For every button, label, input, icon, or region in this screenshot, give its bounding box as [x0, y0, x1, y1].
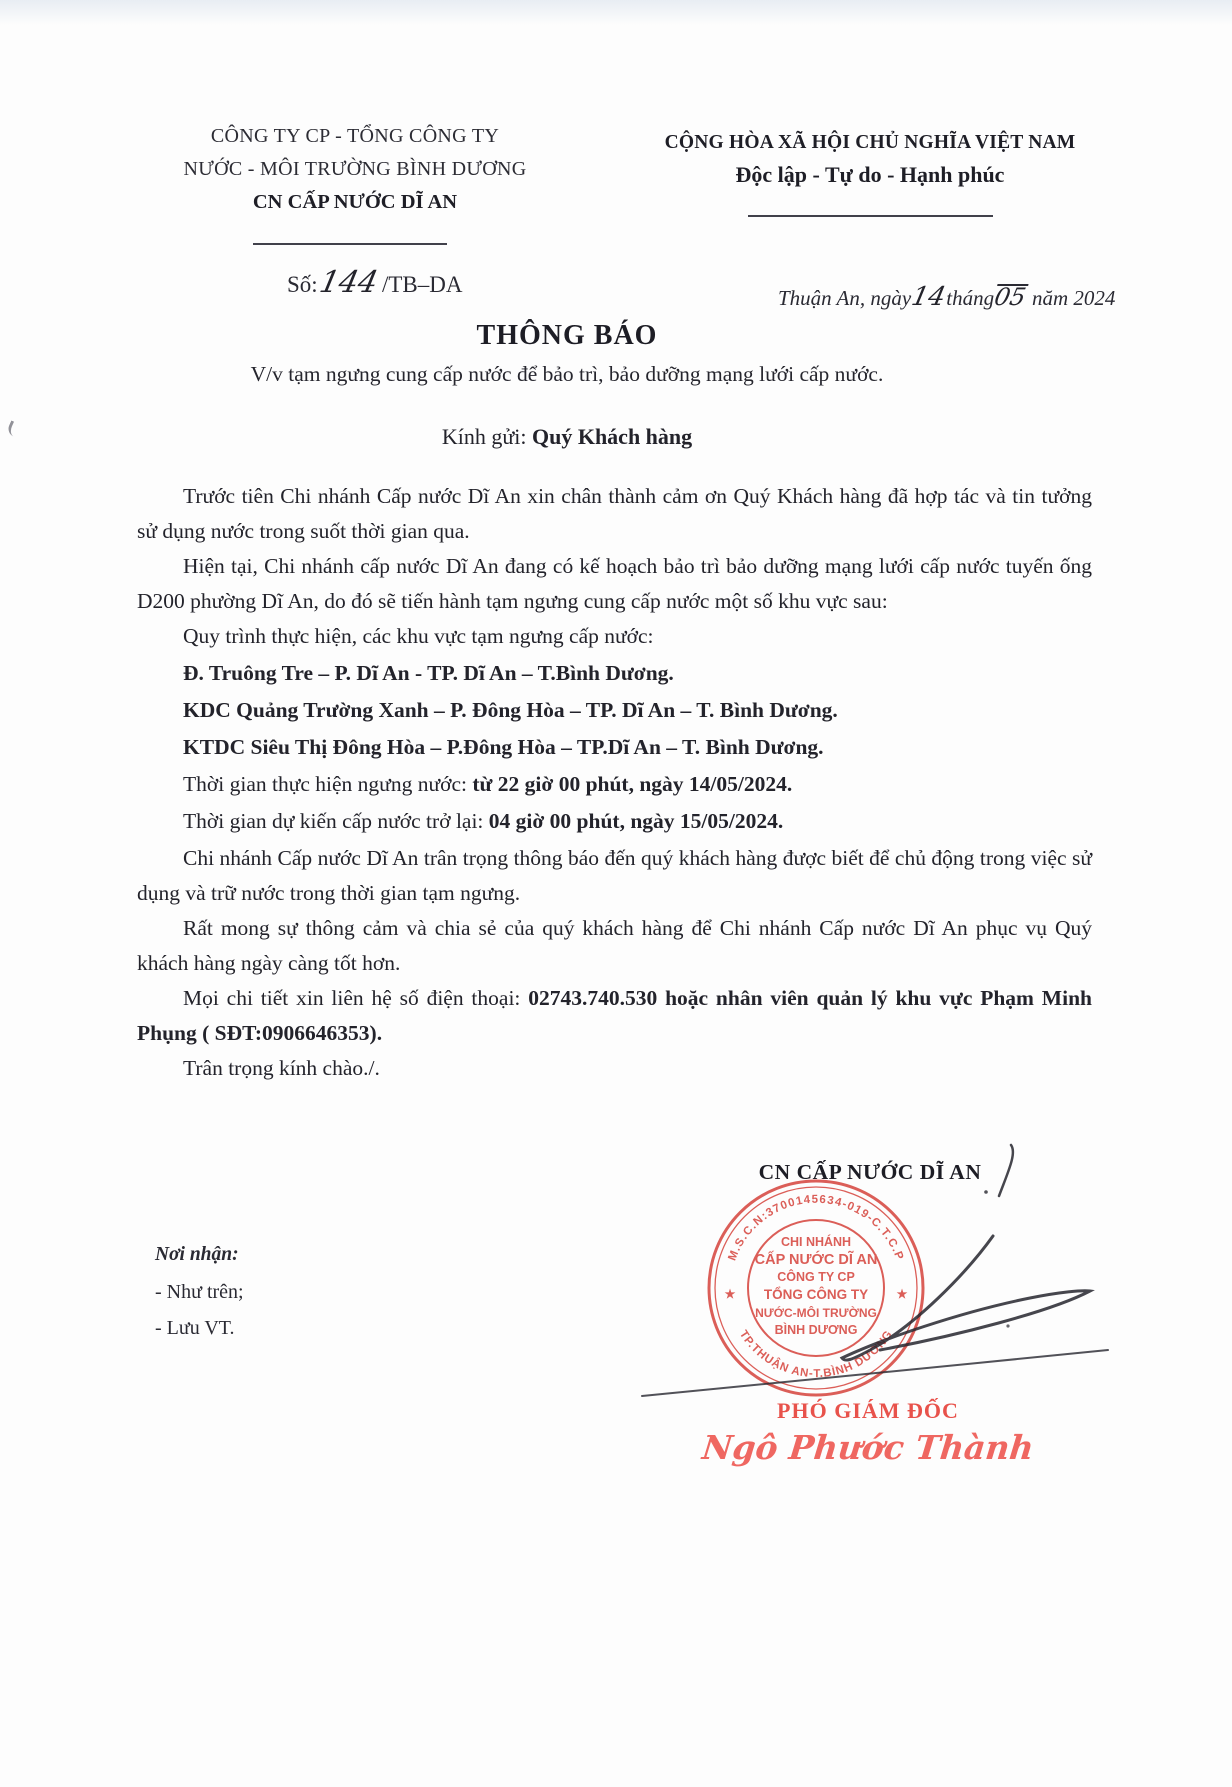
contact-line — [137, 981, 1092, 1051]
doc-subtitle: V/v tạm ngưng cung cấp nước để bảo trì, bảo dưỡng mạng lưới cấp nước. — [250, 362, 884, 386]
shutoff-time-line — [137, 767, 1092, 802]
signature-main-stroke — [842, 1236, 1090, 1360]
stamp-star-right-icon: ★ — [896, 1287, 908, 1301]
stray-ink-mark — [6, 420, 22, 437]
salutation-recipient: Quý Khách hàng — [531, 424, 693, 449]
recipient-item-1: - Như trên; — [155, 1281, 244, 1303]
paragraph-procedure: Quy trình thực hiện, các khu vực tạm ngưng cấp nước: — [183, 624, 654, 648]
signature-underline-stroke — [642, 1350, 1108, 1396]
signature-ink-dot-2 — [1006, 1324, 1009, 1327]
restore-time-line — [137, 804, 1092, 839]
stamp-line-4: TỔNG CÔNG TY — [763, 1287, 869, 1302]
closing-line: Trân trọng kính chào./. — [183, 1056, 380, 1080]
doc-number-handwritten: 144 — [316, 265, 381, 300]
area-line-2: KDC Quảng Trường Xanh – P. Đông Hòa – TP. Dĩ An – T. Bình Dương. — [183, 698, 838, 722]
handwritten-signature-strokes — [600, 1120, 1140, 1420]
national-motto: Độc lập - Tự do - Hạnh phúc — [735, 162, 1005, 187]
signer-name: Ngô Phước Thành — [700, 1428, 1036, 1467]
shutoff-time-label: Thời gian thực hiện ngưng nước: — [183, 772, 473, 796]
stamp-tax-code-arc: M.S.C.N:3700145634-019-C.T.C.P — [726, 1193, 906, 1263]
area-line-1: Đ. Truông Tre – P. Dĩ An - TP. Dĩ An – T.Bình Dương. — [183, 661, 674, 685]
stamp-city-arc: TP.THUẬN AN-T.BÌNH DƯƠNG — [736, 1328, 896, 1381]
issuer-line-2: NƯỚC - MÔI TRƯỜNG BÌNH DƯƠNG — [183, 158, 527, 180]
place-date-line — [778, 284, 1115, 311]
stamp-line-6: BÌNH DƯƠNG — [774, 1323, 858, 1337]
salutation-label: Kính gửi: — [441, 424, 532, 449]
date-tail: năm 2024 — [1031, 286, 1116, 310]
salutation-line — [57, 424, 1077, 450]
issuer-line-3: CN CẤP NƯỚC DĨ AN — [252, 191, 458, 213]
paragraph-apology: Rất mong sự thông cảm và chia sẻ của quý khách hàng để Chi nhánh Cấp nước Dĩ An phục vụ Quý khách hàng ngày càng tốt hơn. — [137, 916, 1092, 975]
body-text — [137, 479, 1092, 1086]
recipients-label: Nơi nhận: — [155, 1244, 239, 1265]
area-line-3: KTDC Siêu Thị Đông Hòa – P.Đông Hòa – TP.Dĩ An – T. Bình Dương. — [183, 735, 824, 759]
date-lead: Thuận An, ngày — [778, 286, 912, 310]
date-day-handwritten: 14 — [909, 282, 949, 312]
national-header-block — [620, 132, 1120, 188]
date-month-handwritten: 05 — [991, 283, 1029, 311]
paragraph-thanks: Trước tiên Chi nhánh Cấp nước Dĩ An xin chân thành cảm ơn Quý Khách hàng đã hợp tác và tin tưởng sử dụng nước trong suốt thời gian qua. — [137, 484, 1092, 543]
contact-label: Mọi chi tiết xin liên hệ số điện thoại: — [183, 986, 529, 1010]
stamp-line-5: NƯỚC-MÔI TRƯỜNG — [755, 1306, 877, 1320]
signature-org-name: CN CẤP NƯỚC DĨ AN — [758, 1160, 982, 1184]
stamp-line-2: CẤP NƯỚC DĨ AN — [754, 1252, 878, 1268]
restore-time-label: Thời gian dự kiến cấp nước trở lại: — [183, 809, 489, 833]
scan-edge-shading — [0, 0, 1232, 28]
stamp-star-left-icon: ★ — [724, 1287, 736, 1301]
issuer-block — [118, 120, 592, 219]
recipient-item-2: - Lưu VT. — [155, 1317, 235, 1339]
doc-number — [287, 265, 463, 300]
doc-number-prefix: Số: — [287, 272, 318, 297]
date-mid: tháng — [946, 286, 995, 310]
stamp-line-3: CÔNG TY CP — [777, 1270, 855, 1284]
restore-time-value: 04 giờ 00 phút, ngày 15/05/2024. — [488, 809, 784, 833]
issuer-underline — [253, 243, 447, 245]
signature-ink-dot — [984, 1190, 988, 1194]
issuer-line-1: CÔNG TY CP - TỔNG CÔNG TY — [210, 125, 500, 147]
doc-number-suffix: /TB–DA — [381, 272, 463, 297]
recipients-block — [155, 1236, 244, 1346]
contact-value: 02743.740.530 hoặc nhân viên quản lý khu vực Phạm Minh Phụng ( SĐT:0906646353). — [137, 986, 1092, 1045]
signature-tick-stroke — [999, 1145, 1013, 1196]
motto-underline — [748, 215, 993, 217]
shutoff-time-value: từ 22 giờ 00 phút, ngày 14/05/2024. — [472, 772, 793, 796]
paragraph-plan: Hiện tại, Chi nhánh cấp nước Dĩ An đang có kế hoạch bảo trì bảo dưỡng mạng lưới cấp nước tuyến ống D200 phường Dĩ An, do đó sẽ tiến hành tạm ngưng cung cấp nước một số khu vực sau: — [137, 554, 1092, 613]
national-title: CỘNG HÒA XÃ HỘI CHỦ NGHĨA VIỆT NAM — [664, 132, 1076, 153]
stamp-line-1: CHI NHÁNH — [780, 1235, 852, 1249]
paragraph-notice: Chi nhánh Cấp nước Dĩ An trân trọng thông báo đến quý khách hàng được biết để chủ động trong việc sử dụng và trữ nước trong thời gian tạm ngưng. — [137, 846, 1092, 905]
signer-position: PHÓ GIÁM ĐỐC — [777, 1398, 959, 1423]
doc-title: THÔNG BÁO — [476, 320, 658, 351]
